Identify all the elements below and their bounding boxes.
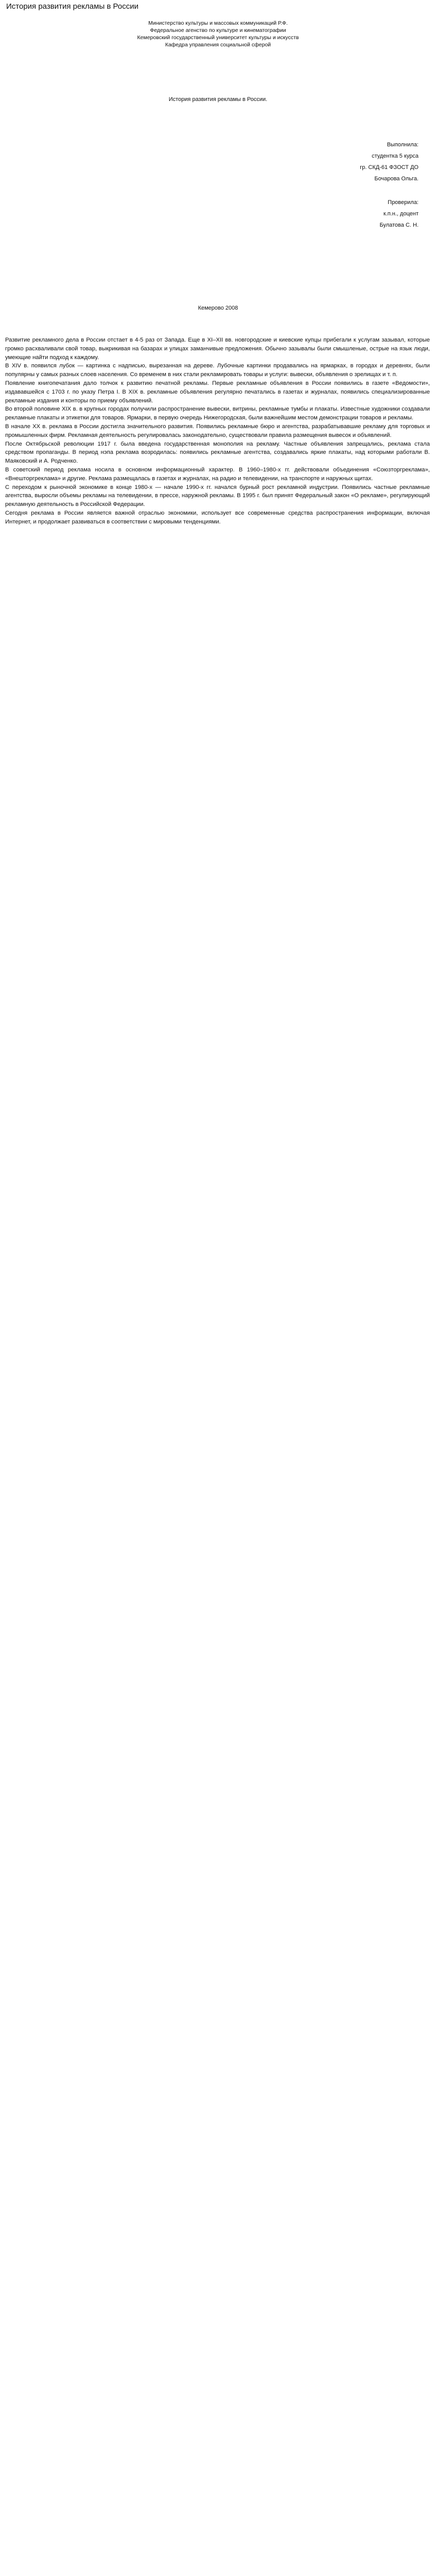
- paragraph: Во второй половине XIX в. в крупных городах получили распространение вывески, витрины, рекламные тумбы и плакаты. Известные художники создавали рекламные плакаты и этикетки для товаров. Ярмарки, в первую очередь Нижегородская, были важнейшим местом демонстрации товаров и рекламы.: [5, 406, 430, 421]
- checker-degree: к.п.н., доцент: [383, 211, 418, 217]
- author-course: студентка 5 курса: [372, 153, 418, 159]
- paragraph: В начале XX в. реклама в России достигла значительного развития. Появились рекламные бюро и агентства, разрабатывавшие рекламу для торговых и промышленных фирм. Рекламная деятельность регулировалась законодательно, существовали правила размещения вывесок и объявлений.: [5, 423, 430, 438]
- paragraph: Сегодня реклама в России является важной отраслью экономики, использует все современные средства распространения информации, включая Интернет, и продолжает развиваться в соответствии с мировыми тенденциями.: [5, 510, 430, 525]
- paragraph: Развитие рекламного дела в России отстает в 4-5 раз от Запада. Еще в XI–XII вв. новгородские и киевские купцы прибегали к услугам зазывал, которые громко расхваливали свой товар, выкрикивая на базарах и улицах заманчивые предложения. Обычно зазывалы были смышленые, острые на язык люди, умеющие найти подход к каждому.: [5, 337, 430, 361]
- paragraph: С переходом к рыночной экономике в конце 1980-х — начале 1990-х гг. начался бурный рост рекламной индустрии. Появились частные рекламные агентства, выросли объемы рекламы на телевидении, в прессе, наружной рекламы. В 1995 г. был принят Федеральный закон «О рекламе», регулирующий рекламную деятельность в Российской Федерации.: [5, 484, 430, 508]
- header-ministry: Министерство культуры и массовых коммуникаций Р.Ф.: [148, 20, 288, 26]
- paragraph: Появление книгопечатания дало толчок к развитию печатной рекламы. Первые рекламные объявления в России появились в газете «Ведомости», издававшейся с 1703 г. по указу Петра I. В XIX в. рекламные объявления регулярно печатались в газетах и журналах, появились специализированные рекламные издания и конторы по приему объявлений.: [5, 380, 430, 404]
- author-group: гр. СКД-61 ФЗОСТ ДО: [360, 164, 418, 171]
- checker-label: Проверила:: [388, 199, 418, 206]
- city-year: Кемерово 2008: [198, 305, 238, 311]
- checker-block: [379, 197, 418, 231]
- author-block: [360, 139, 418, 184]
- essay-body: [5, 336, 430, 527]
- paragraph: В XIV в. появился лубок — картинка с надписью, вырезанная на дереве. Лубочные картинки продавались на ярмарках, в городах и деревнях, были популярны у самых разных слоев населения. Со временем в них стали рекламировать товары и услуги: вывески, объявления о зрелищах и т. п.: [5, 363, 430, 378]
- subject-line: История развития рекламы в России.: [168, 96, 268, 103]
- header-agency: Федеральное агенство по культуре и кинематографии: [150, 27, 286, 33]
- author-name: Бочарова Ольга.: [374, 176, 418, 182]
- header-university: Кемеровский государственный университет культуры и искусств: [137, 35, 299, 41]
- paragraph: После Октябрьской революции 1917 г. была введена государственная монополия на рекламу. Частные объявления запрещались, реклама стала средством пропаганды. В период нэпа реклама возродилась: появились рекламные агентства, создавались яркие плакаты, над которыми работали В. Маяковский и А. Родченко.: [5, 440, 430, 465]
- checker-name: Булатова С. Н.: [379, 222, 418, 228]
- document-title: История развития рекламы в России: [6, 2, 138, 11]
- author-label: Выполнила:: [387, 142, 418, 148]
- header-department: Кафедра управления социальной сферой: [165, 42, 271, 48]
- paragraph: В советский период реклама носила в основном информационный характер. В 1960–1980-х гг. действовали объединения «Союзторгреклама», «Внешторгреклама» и другие. Реклама размещалась в газетах и журналах, на радио и телевидении, на транспорте и наружных щитах.: [5, 466, 430, 482]
